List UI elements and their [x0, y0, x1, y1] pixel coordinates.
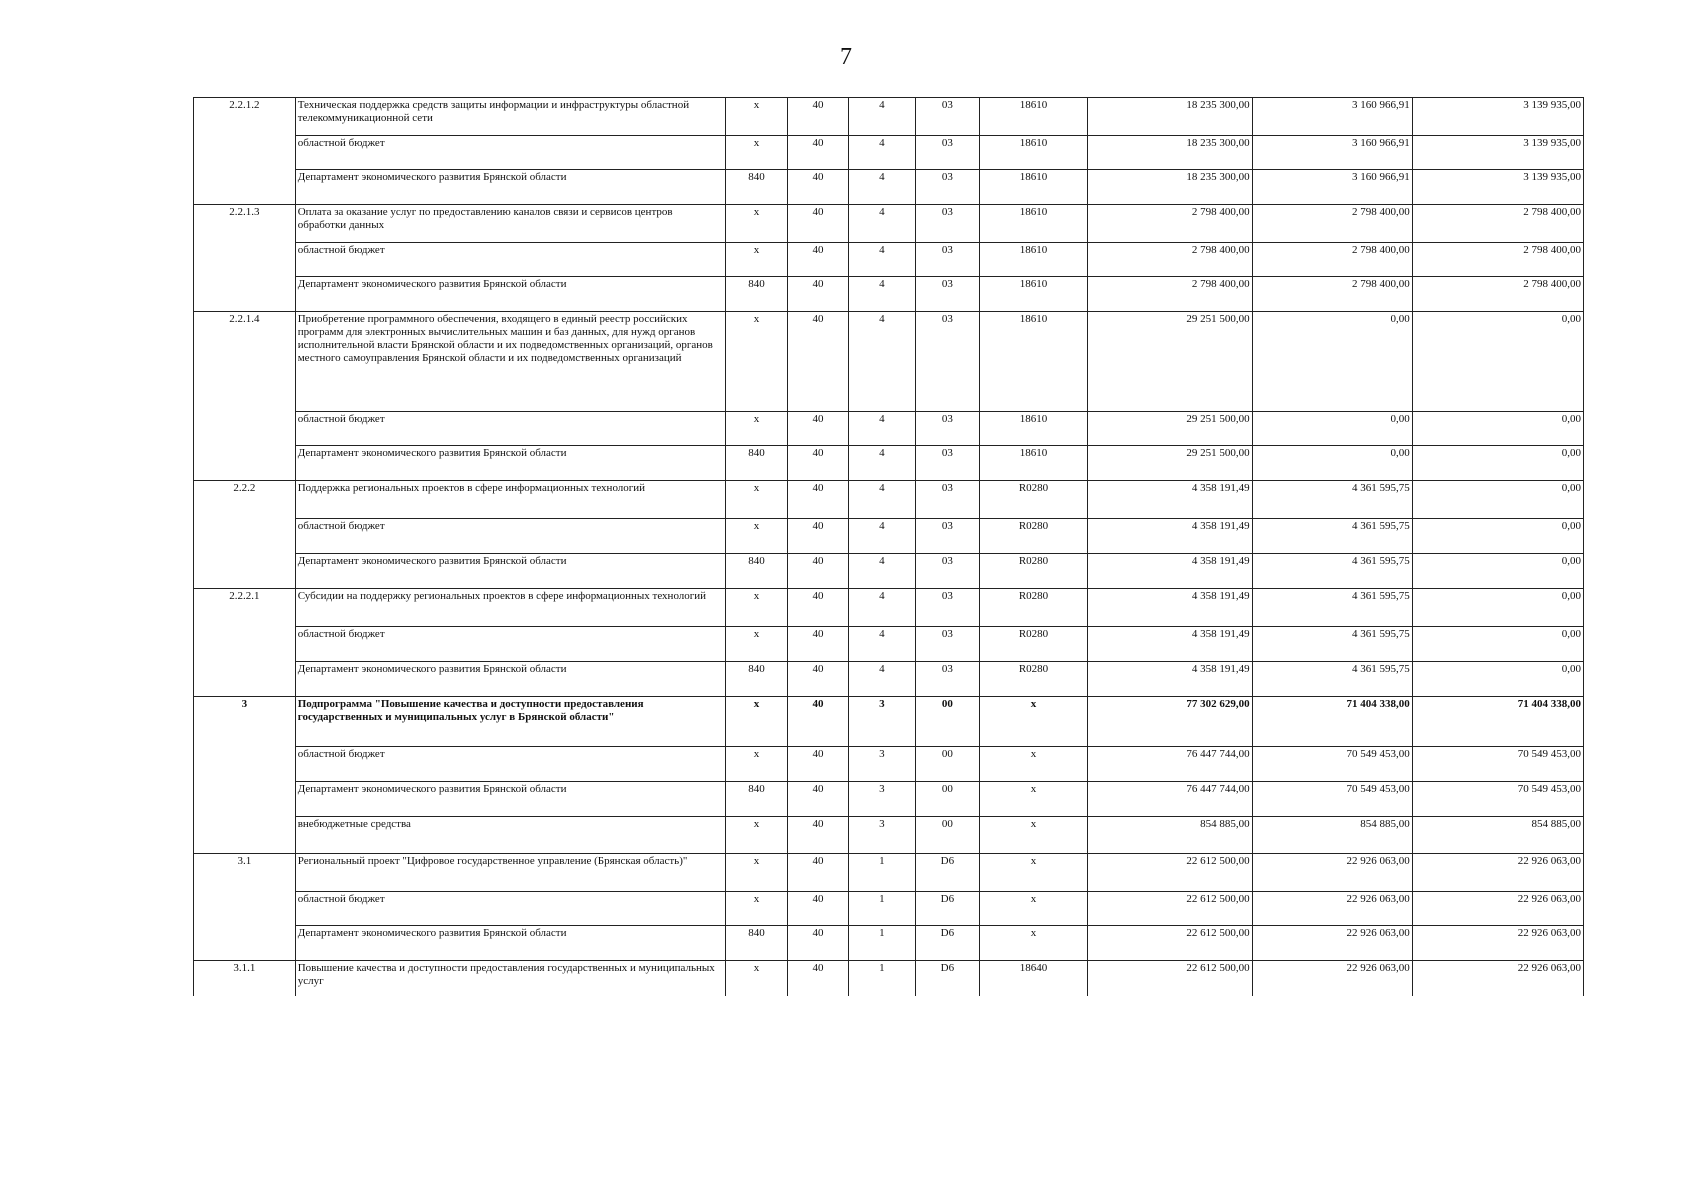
table-row	[194, 697, 1584, 747]
row-number: 2.2.2.1	[194, 589, 296, 697]
cell-v2: 22 926 063,00	[1252, 854, 1412, 892]
cell-a: 840	[725, 170, 787, 205]
cell-c: 4	[848, 481, 915, 519]
table-row	[194, 554, 1584, 589]
cell-v2: 71 404 338,00	[1252, 697, 1412, 747]
cell-v2: 0,00	[1252, 446, 1412, 481]
cell-d: 03	[916, 627, 979, 662]
cell-b: 40	[788, 627, 848, 662]
cell-v1: 18 235 300,00	[1088, 170, 1252, 205]
row-number: 3	[194, 697, 296, 854]
cell-v3: 3 139 935,00	[1412, 136, 1583, 170]
cell-v3: 22 926 063,00	[1412, 961, 1583, 996]
cell-a: x	[725, 627, 787, 662]
cell-a: x	[725, 854, 787, 892]
cell-c: 3	[848, 747, 915, 782]
cell-a: 840	[725, 554, 787, 589]
table-row	[194, 662, 1584, 697]
cell-a: 840	[725, 926, 787, 961]
cell-b: 40	[788, 662, 848, 697]
cell-d: D6	[916, 926, 979, 961]
row-name: Департамент экономического развития Брянской области	[295, 170, 725, 205]
row-name: Оплата за оказание услуг по предоставлению каналов связи и сервисов центров обработки данных	[295, 205, 725, 243]
cell-b: 40	[788, 697, 848, 747]
table-row	[194, 170, 1584, 205]
cell-a: 840	[725, 782, 787, 817]
cell-v1: 77 302 629,00	[1088, 697, 1252, 747]
table-row	[194, 136, 1584, 170]
cell-b: 40	[788, 412, 848, 446]
cell-a: x	[725, 205, 787, 243]
budget-table-body	[194, 98, 1584, 996]
cell-d: 00	[916, 782, 979, 817]
cell-v2: 4 361 595,75	[1252, 519, 1412, 554]
cell-v1: 4 358 191,49	[1088, 554, 1252, 589]
table-row	[194, 98, 1584, 136]
cell-c: 3	[848, 697, 915, 747]
cell-e: x	[979, 926, 1088, 961]
cell-e: 18640	[979, 961, 1088, 996]
cell-e: 18610	[979, 412, 1088, 446]
cell-b: 40	[788, 312, 848, 412]
cell-d: 03	[916, 446, 979, 481]
table-row	[194, 892, 1584, 926]
cell-b: 40	[788, 554, 848, 589]
cell-v1: 4 358 191,49	[1088, 662, 1252, 697]
cell-d: 00	[916, 697, 979, 747]
cell-e: 18610	[979, 205, 1088, 243]
cell-a: x	[725, 412, 787, 446]
row-name: областной бюджет	[295, 892, 725, 926]
cell-d: 03	[916, 589, 979, 627]
cell-e: R0280	[979, 519, 1088, 554]
cell-e: x	[979, 854, 1088, 892]
table-row	[194, 782, 1584, 817]
cell-a: x	[725, 98, 787, 136]
cell-a: x	[725, 747, 787, 782]
cell-v1: 4 358 191,49	[1088, 589, 1252, 627]
cell-a: x	[725, 519, 787, 554]
cell-v1: 22 612 500,00	[1088, 926, 1252, 961]
cell-v2: 22 926 063,00	[1252, 892, 1412, 926]
cell-b: 40	[788, 926, 848, 961]
cell-c: 1	[848, 926, 915, 961]
cell-a: x	[725, 697, 787, 747]
cell-a: x	[725, 961, 787, 996]
cell-d: 03	[916, 170, 979, 205]
cell-v1: 854 885,00	[1088, 817, 1252, 854]
cell-c: 4	[848, 519, 915, 554]
cell-v1: 2 798 400,00	[1088, 277, 1252, 312]
cell-a: x	[725, 481, 787, 519]
cell-v2: 854 885,00	[1252, 817, 1412, 854]
cell-e: x	[979, 782, 1088, 817]
row-name: Приобретение программного обеспечения, входящего в единый реестр российских программ для электронных вычислительных машин и баз данных, для нужд органов исполнительной власти Брянской области и их подведомственных организаций, органов местного самоуправления Брянской области и их подведомственных организаций	[295, 312, 725, 412]
cell-a: x	[725, 589, 787, 627]
row-number: 3.1.1	[194, 961, 296, 996]
cell-v1: 2 798 400,00	[1088, 243, 1252, 277]
cell-e: x	[979, 697, 1088, 747]
cell-v3: 0,00	[1412, 312, 1583, 412]
cell-e: x	[979, 892, 1088, 926]
cell-c: 4	[848, 136, 915, 170]
cell-a: 840	[725, 277, 787, 312]
cell-c: 4	[848, 554, 915, 589]
cell-c: 3	[848, 782, 915, 817]
cell-v1: 4 358 191,49	[1088, 519, 1252, 554]
cell-v3: 0,00	[1412, 412, 1583, 446]
cell-v2: 22 926 063,00	[1252, 961, 1412, 996]
cell-b: 40	[788, 98, 848, 136]
cell-v3: 0,00	[1412, 519, 1583, 554]
cell-c: 4	[848, 98, 915, 136]
cell-d: 03	[916, 243, 979, 277]
cell-v2: 4 361 595,75	[1252, 662, 1412, 697]
cell-d: 03	[916, 277, 979, 312]
cell-c: 4	[848, 662, 915, 697]
table-row	[194, 481, 1584, 519]
cell-v3: 70 549 453,00	[1412, 747, 1583, 782]
row-name: областной бюджет	[295, 627, 725, 662]
cell-e: R0280	[979, 662, 1088, 697]
cell-v3: 2 798 400,00	[1412, 277, 1583, 312]
cell-d: D6	[916, 854, 979, 892]
cell-d: 03	[916, 662, 979, 697]
cell-v2: 4 361 595,75	[1252, 481, 1412, 519]
table-row	[194, 589, 1584, 627]
cell-v1: 29 251 500,00	[1088, 412, 1252, 446]
table-row	[194, 446, 1584, 481]
cell-e: R0280	[979, 554, 1088, 589]
row-name: Субсидии на поддержку региональных проектов в сфере информационных технологий	[295, 589, 725, 627]
cell-d: 03	[916, 481, 979, 519]
row-name: Департамент экономического развития Брянской области	[295, 554, 725, 589]
cell-e: 18610	[979, 136, 1088, 170]
cell-v1: 4 358 191,49	[1088, 481, 1252, 519]
cell-v2: 4 361 595,75	[1252, 554, 1412, 589]
cell-b: 40	[788, 243, 848, 277]
cell-b: 40	[788, 481, 848, 519]
cell-v1: 76 447 744,00	[1088, 747, 1252, 782]
row-name: областной бюджет	[295, 243, 725, 277]
cell-v1: 22 612 500,00	[1088, 854, 1252, 892]
row-name: Поддержка региональных проектов в сфере информационных технологий	[295, 481, 725, 519]
cell-c: 4	[848, 243, 915, 277]
row-name: Департамент экономического развития Брянской области	[295, 277, 725, 312]
cell-e: 18610	[979, 277, 1088, 312]
page-number: 7	[840, 44, 852, 70]
cell-v3: 2 798 400,00	[1412, 243, 1583, 277]
cell-e: R0280	[979, 589, 1088, 627]
cell-v3: 0,00	[1412, 662, 1583, 697]
cell-e: 18610	[979, 243, 1088, 277]
cell-v2: 0,00	[1252, 312, 1412, 412]
cell-v1: 76 447 744,00	[1088, 782, 1252, 817]
cell-v3: 22 926 063,00	[1412, 892, 1583, 926]
cell-d: D6	[916, 892, 979, 926]
cell-v2: 2 798 400,00	[1252, 277, 1412, 312]
cell-v1: 2 798 400,00	[1088, 205, 1252, 243]
cell-c: 4	[848, 170, 915, 205]
cell-v3: 854 885,00	[1412, 817, 1583, 854]
cell-v3: 0,00	[1412, 554, 1583, 589]
cell-a: 840	[725, 446, 787, 481]
cell-v2: 2 798 400,00	[1252, 205, 1412, 243]
cell-b: 40	[788, 589, 848, 627]
cell-d: D6	[916, 961, 979, 996]
cell-v1: 29 251 500,00	[1088, 446, 1252, 481]
cell-b: 40	[788, 205, 848, 243]
row-name: Департамент экономического развития Брянской области	[295, 446, 725, 481]
cell-b: 40	[788, 747, 848, 782]
row-number: 2.2.1.4	[194, 312, 296, 481]
table-row	[194, 412, 1584, 446]
cell-v3: 70 549 453,00	[1412, 782, 1583, 817]
cell-v1: 18 235 300,00	[1088, 136, 1252, 170]
table-row	[194, 312, 1584, 412]
row-number: 3.1	[194, 854, 296, 961]
row-name: Повышение качества и доступности предоставления государственных и муниципальных услуг	[295, 961, 725, 996]
row-name: Департамент экономического развития Брянской области	[295, 782, 725, 817]
row-number: 2.2.2	[194, 481, 296, 589]
table-row	[194, 854, 1584, 892]
cell-c: 4	[848, 412, 915, 446]
cell-v1: 18 235 300,00	[1088, 98, 1252, 136]
table-row	[194, 627, 1584, 662]
cell-c: 4	[848, 312, 915, 412]
cell-d: 03	[916, 136, 979, 170]
cell-a: x	[725, 892, 787, 926]
table-row	[194, 747, 1584, 782]
cell-d: 03	[916, 519, 979, 554]
cell-c: 4	[848, 627, 915, 662]
cell-v2: 70 549 453,00	[1252, 782, 1412, 817]
cell-c: 4	[848, 589, 915, 627]
cell-c: 1	[848, 854, 915, 892]
cell-b: 40	[788, 136, 848, 170]
row-name: областной бюджет	[295, 519, 725, 554]
cell-v2: 0,00	[1252, 412, 1412, 446]
cell-a: 840	[725, 662, 787, 697]
table-row	[194, 817, 1584, 854]
cell-v2: 70 549 453,00	[1252, 747, 1412, 782]
cell-a: x	[725, 243, 787, 277]
cell-d: 00	[916, 747, 979, 782]
cell-v3: 22 926 063,00	[1412, 926, 1583, 961]
cell-c: 4	[848, 277, 915, 312]
cell-c: 3	[848, 817, 915, 854]
cell-c: 1	[848, 961, 915, 996]
row-name: Региональный проект "Цифровое государственное управление (Брянская область)"	[295, 854, 725, 892]
cell-v1: 22 612 500,00	[1088, 892, 1252, 926]
cell-e: 18610	[979, 446, 1088, 481]
cell-a: x	[725, 817, 787, 854]
cell-b: 40	[788, 854, 848, 892]
cell-b: 40	[788, 170, 848, 205]
table-row	[194, 243, 1584, 277]
row-name: Департамент экономического развития Брянской области	[295, 662, 725, 697]
budget-table	[193, 97, 1584, 996]
cell-d: 00	[916, 817, 979, 854]
cell-e: R0280	[979, 627, 1088, 662]
cell-v3: 3 139 935,00	[1412, 98, 1583, 136]
row-name: областной бюджет	[295, 412, 725, 446]
row-name: внебюджетные средства	[295, 817, 725, 854]
cell-b: 40	[788, 817, 848, 854]
table-row	[194, 277, 1584, 312]
cell-e: 18610	[979, 312, 1088, 412]
cell-v3: 0,00	[1412, 481, 1583, 519]
cell-b: 40	[788, 892, 848, 926]
cell-v3: 22 926 063,00	[1412, 854, 1583, 892]
row-number: 2.2.1.3	[194, 205, 296, 312]
cell-d: 03	[916, 98, 979, 136]
cell-d: 03	[916, 205, 979, 243]
cell-v2: 4 361 595,75	[1252, 627, 1412, 662]
cell-b: 40	[788, 961, 848, 996]
cell-b: 40	[788, 519, 848, 554]
cell-c: 4	[848, 205, 915, 243]
row-name: областной бюджет	[295, 747, 725, 782]
cell-v1: 22 612 500,00	[1088, 961, 1252, 996]
cell-v3: 0,00	[1412, 446, 1583, 481]
cell-v2: 3 160 966,91	[1252, 98, 1412, 136]
table-row	[194, 205, 1584, 243]
cell-v2: 2 798 400,00	[1252, 243, 1412, 277]
cell-a: x	[725, 312, 787, 412]
cell-v2: 3 160 966,91	[1252, 136, 1412, 170]
cell-c: 1	[848, 892, 915, 926]
row-name: Подпрограмма "Повышение качества и доступности предоставления государственных и муниципальных услуг в Брянской области"	[295, 697, 725, 747]
cell-v3: 2 798 400,00	[1412, 205, 1583, 243]
cell-v2: 4 361 595,75	[1252, 589, 1412, 627]
cell-d: 03	[916, 312, 979, 412]
row-name: областной бюджет	[295, 136, 725, 170]
cell-b: 40	[788, 277, 848, 312]
cell-b: 40	[788, 782, 848, 817]
row-name: Техническая поддержка средств защиты информации и инфраструктуры областной телекоммуникационной сети	[295, 98, 725, 136]
row-number: 2.2.1.2	[194, 98, 296, 205]
cell-d: 03	[916, 554, 979, 589]
cell-e: x	[979, 747, 1088, 782]
cell-e: R0280	[979, 481, 1088, 519]
cell-v3: 0,00	[1412, 589, 1583, 627]
cell-c: 4	[848, 446, 915, 481]
cell-v3: 3 139 935,00	[1412, 170, 1583, 205]
table-row	[194, 961, 1584, 996]
cell-d: 03	[916, 412, 979, 446]
cell-e: 18610	[979, 170, 1088, 205]
cell-v3: 0,00	[1412, 627, 1583, 662]
table-row	[194, 926, 1584, 961]
cell-e: x	[979, 817, 1088, 854]
table-row	[194, 519, 1584, 554]
cell-b: 40	[788, 446, 848, 481]
row-name: Департамент экономического развития Брянской области	[295, 926, 725, 961]
cell-a: x	[725, 136, 787, 170]
cell-e: 18610	[979, 98, 1088, 136]
cell-v1: 4 358 191,49	[1088, 627, 1252, 662]
cell-v2: 3 160 966,91	[1252, 170, 1412, 205]
cell-v2: 22 926 063,00	[1252, 926, 1412, 961]
cell-v3: 71 404 338,00	[1412, 697, 1583, 747]
cell-v1: 29 251 500,00	[1088, 312, 1252, 412]
